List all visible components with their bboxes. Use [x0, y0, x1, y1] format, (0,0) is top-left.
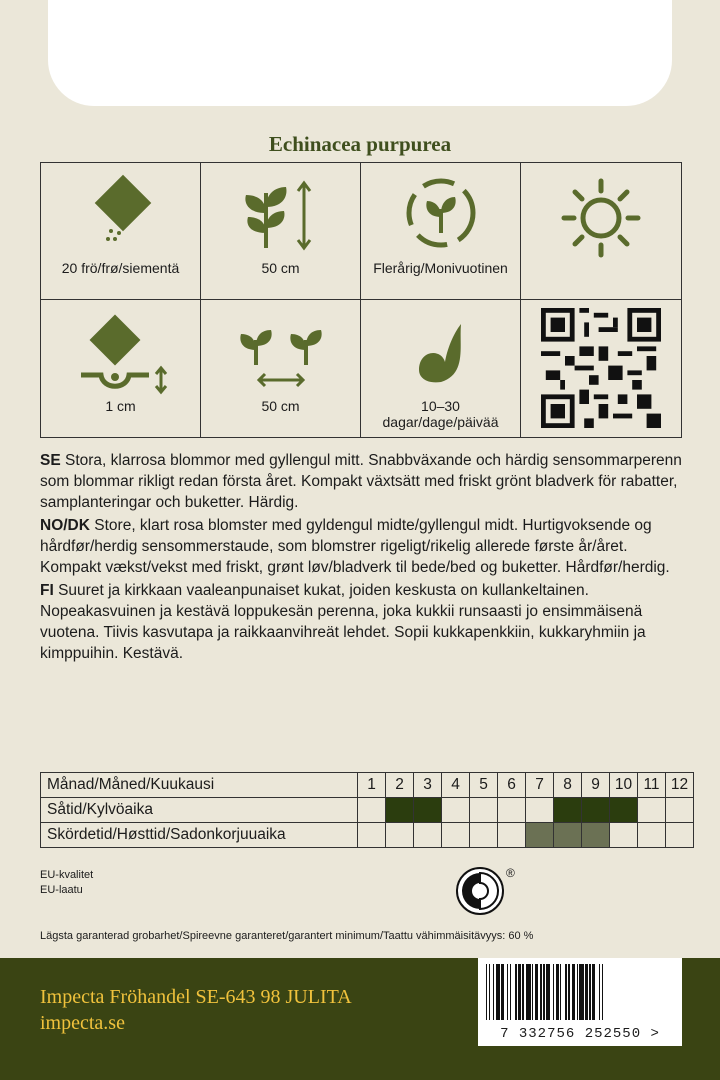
plant-height-label: 50 cm — [261, 260, 300, 276]
month-9: 9 — [582, 773, 610, 798]
species-title: Echinacea purpurea — [268, 132, 452, 156]
sow-cell-month-11 — [638, 798, 666, 823]
registered-mark: ® — [506, 866, 515, 880]
sow-cell-month-3 — [414, 798, 442, 823]
sow-cell-month-2 — [386, 798, 414, 823]
hang-tab-cutout — [48, 0, 672, 106]
description-block — [40, 450, 682, 666]
description-fi — [40, 580, 682, 664]
description-se — [40, 450, 682, 513]
seeds-icon — [81, 173, 161, 253]
germination-icon — [401, 310, 481, 390]
lang-code-se: SE — [40, 452, 61, 469]
germination-days-label: 10–30 — [421, 398, 460, 414]
harvest-cell-month-6 — [498, 823, 526, 848]
company-address: Impecta Fröhandel SE-643 98 JULITA — [40, 986, 352, 1008]
sow-cell-month-4 — [442, 798, 470, 823]
harvest-cell-month-12 — [666, 823, 694, 848]
qr-code-icon[interactable] — [541, 308, 661, 428]
sowing-calendar — [40, 772, 694, 848]
lang-code-nodk: NO/DK — [40, 517, 90, 534]
plant-height-icon — [236, 173, 326, 253]
germination-unit-label: dagar/dage/päivää — [382, 414, 499, 430]
cell-germination-time — [361, 300, 521, 437]
barcode-bars — [486, 964, 605, 1020]
company-website[interactable]: impecta.se — [40, 1012, 125, 1034]
ean-barcode — [478, 958, 682, 1046]
sow-cell-month-5 — [470, 798, 498, 823]
eu-quality — [40, 868, 93, 898]
sowing-row-label: Såtid/Kylvöaika — [41, 798, 358, 823]
sow-cell-month-8 — [554, 798, 582, 823]
sow-cell-month-7 — [526, 798, 554, 823]
sow-cell-month-12 — [666, 798, 694, 823]
month-7: 7 — [526, 773, 554, 798]
sow-cell-month-10 — [610, 798, 638, 823]
sun-icon — [556, 173, 646, 263]
icon-grid — [40, 162, 682, 438]
harvest-cell-month-8 — [554, 823, 582, 848]
lang-code-fi: FI — [40, 582, 54, 599]
eu-quality-fi: EU-laatu — [40, 884, 83, 896]
harvest-row — [41, 823, 694, 848]
harvest-cell-month-7 — [526, 823, 554, 848]
cell-seed-count — [41, 163, 201, 300]
germination-guarantee: Lägsta garanterad grobarhet/Spireevne garanteret/garantert minimum/Taattu vähimmäisitävyys: 60 % — [40, 930, 534, 942]
seed-count-label: 20 frö/frø/siementä — [61, 260, 180, 276]
cell-plant-spacing — [201, 300, 361, 437]
harvest-cell-month-1 — [358, 823, 386, 848]
sowing-row — [41, 798, 694, 823]
month-10: 10 — [610, 773, 638, 798]
cell-light — [521, 163, 681, 300]
cell-plant-height — [201, 163, 361, 300]
month-12: 12 — [666, 773, 694, 798]
sow-cell-month-1 — [358, 798, 386, 823]
month-4: 4 — [442, 773, 470, 798]
month-6: 6 — [498, 773, 526, 798]
sowing-depth-label: 1 cm — [105, 398, 136, 414]
life-cycle-label: Flerårig/Monivuotinen — [373, 260, 508, 276]
month-5: 5 — [470, 773, 498, 798]
sow-cell-month-9 — [582, 798, 610, 823]
harvest-cell-month-10 — [610, 823, 638, 848]
month-11: 11 — [638, 773, 666, 798]
barcode-number: 7 332756 252550 > — [500, 1026, 660, 1042]
cell-qr — [521, 300, 681, 437]
harvest-cell-month-9 — [582, 823, 610, 848]
cell-life-cycle — [361, 163, 521, 300]
month-1: 1 — [358, 773, 386, 798]
harvest-cell-month-2 — [386, 823, 414, 848]
harvest-cell-month-4 — [442, 823, 470, 848]
green-dot-recycling-icon — [455, 866, 505, 916]
description-se-text: Stora, klarrosa blommor med gyllengul mitt. Snabbväxande och härdig sensommarperenn som blommar rikligt redan första året. Kompakt växtsätt med friskt grönt bladverk för rabatter, samplanteringar och buketter. Härdig. — [40, 452, 682, 511]
calendar-header-label: Månad/Måned/Kuukausi — [41, 773, 358, 798]
description-fi-text: Suuret ja kirkkaan vaaleanpunaiset kukat, joiden keskusta on kullankeltainen. Nopeakasvuinen ja kestävä loppukesän perenna, joka kukkii runsaasti jo ensimmäisenä vuotena. Tiivis kasvutapa ja raikkaanvihreät lehdet. Sopii kukkapenkkiin, kukkaryhmiin ja kimppuihin. Kestävä. — [40, 582, 646, 662]
eu-quality-se: EU-kvalitet — [40, 869, 94, 881]
sowing-depth-icon — [71, 310, 171, 400]
calendar-header-row — [41, 773, 694, 798]
description-nodk — [40, 515, 682, 578]
cell-sowing-depth — [41, 300, 201, 437]
sow-cell-month-6 — [498, 798, 526, 823]
month-2: 2 — [386, 773, 414, 798]
harvest-cell-month-3 — [414, 823, 442, 848]
plant-spacing-icon — [231, 310, 331, 390]
plant-spacing-label: 50 cm — [261, 398, 300, 414]
description-nodk-text: Store, klart rosa blomster med gyldengul midte/gyllengul midt. Hurtigvoksende og hårdfør/herdig sensommerstaude, som blomstrer rigeligt/rikelig allerede første år/året. Kompakt vækst/vekst med friskt, grønt løv/bladverk til bede/bed og buketter. Hårdfør/herdig. — [40, 517, 670, 576]
harvest-cell-month-11 — [638, 823, 666, 848]
month-3: 3 — [414, 773, 442, 798]
month-8: 8 — [554, 773, 582, 798]
perennial-icon — [401, 173, 481, 253]
harvest-row-label: Skördetid/Høsttid/Sadonkorjuuaika — [41, 823, 358, 848]
harvest-cell-month-5 — [470, 823, 498, 848]
